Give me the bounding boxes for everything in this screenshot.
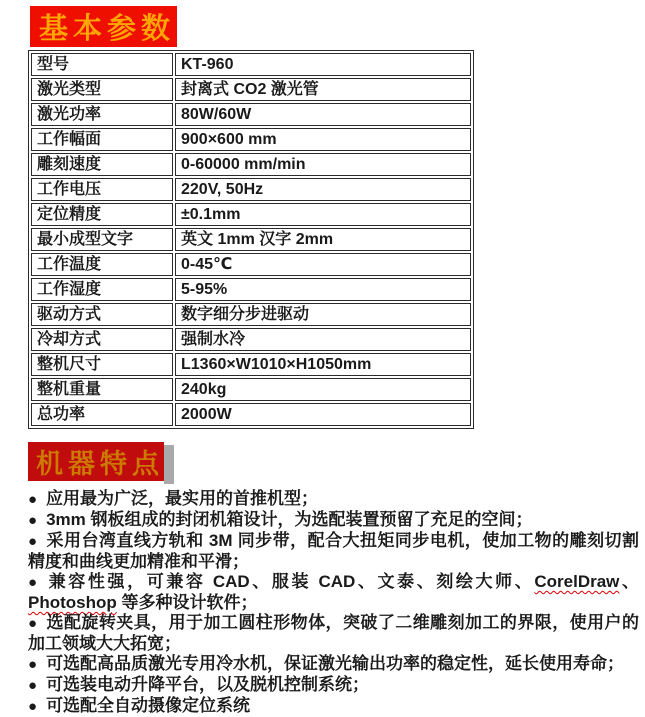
- table-row: [31, 278, 471, 301]
- table-row: [31, 303, 471, 326]
- feature-text: 可选配全自动摄像定位系统: [46, 696, 251, 715]
- bullet-icon: ●: [28, 574, 40, 591]
- spec-value: KT-960: [175, 53, 471, 76]
- spec-value: 220V, 50Hz: [175, 178, 471, 201]
- spec-table: [28, 50, 474, 429]
- table-row: [31, 203, 471, 226]
- features-banner: [28, 442, 164, 481]
- table-row: [31, 128, 471, 151]
- software-name-photoshop: Photoshop: [28, 593, 117, 612]
- spec-value: 英文 1mm 汉字 2mm: [175, 228, 471, 251]
- spec-label: 工作湿度: [31, 278, 173, 301]
- list-item: [28, 696, 639, 717]
- bullet-icon: ●: [28, 677, 38, 694]
- spec-value: 240kg: [175, 378, 471, 401]
- spec-label: 整机重量: [31, 378, 173, 401]
- software-name-coreldraw: CorelDraw: [534, 572, 620, 591]
- spec-value: L1360×W1010×H1050mm: [175, 353, 471, 376]
- feature-text: 应用最为广泛，最实用的首推机型；: [46, 489, 319, 508]
- feature-text: 可选装电动升降平台，以及脱机控制系统；: [46, 675, 370, 694]
- bullet-icon: ●: [28, 698, 38, 715]
- feature-text: 采用台湾直线方轨和 3M 同步带，配合大扭矩同步电机，使加工物的雕刻切割精度和曲线更加精准和平滑；: [28, 531, 639, 571]
- spec-value: 900×600 mm: [175, 128, 471, 151]
- spec-label: 总功率: [31, 403, 173, 426]
- feature-text: 3mm 钢板组成的封闭机箱设计，为选配装置预留了充足的空间；: [46, 510, 533, 529]
- spec-label: 工作幅面: [31, 128, 173, 151]
- table-row: [31, 253, 471, 276]
- feature-text: 兼容性强，可兼容 CAD、服装 CAD、文泰、刻绘大师、: [48, 572, 535, 591]
- spec-value: 0-45℃: [175, 253, 471, 276]
- list-item: [28, 654, 639, 675]
- spec-value: 封离式 CO2 激光管: [175, 78, 471, 101]
- table-row: [31, 103, 471, 126]
- spec-value: 5-95%: [175, 278, 471, 301]
- spec-label: 驱动方式: [31, 303, 173, 326]
- spec-value: 80W/60W: [175, 103, 471, 126]
- table-row: [31, 228, 471, 251]
- features-title: 机器特点: [36, 449, 164, 479]
- spec-label: 激光功率: [31, 103, 173, 126]
- list-item: [28, 531, 639, 572]
- table-row: [31, 78, 471, 101]
- list-item: [28, 489, 639, 510]
- spec-label: 冷却方式: [31, 328, 173, 351]
- spec-label: 激光类型: [31, 78, 173, 101]
- list-item: [28, 613, 639, 654]
- feature-text: 选配旋转夹具，用于加工圆柱形物体，突破了二维雕刻加工的界限，使用户的加工领域大大拓宽；: [28, 613, 639, 653]
- spec-label: 雕刻速度: [31, 153, 173, 176]
- spec-value: 数字细分步进驱动: [175, 303, 471, 326]
- basic-params-title: 基本参数: [39, 13, 176, 45]
- spec-label: 定位精度: [31, 203, 173, 226]
- table-row: [31, 178, 471, 201]
- spec-table-body: [31, 53, 471, 426]
- list-item: [28, 675, 639, 696]
- feature-text: 可选配高品质激光专用冷水机，保证激光输出功率的稳定性，延长使用寿命；: [46, 654, 625, 673]
- bullet-icon: ●: [28, 512, 38, 529]
- spec-label: 整机尺寸: [31, 353, 173, 376]
- bullet-icon: ●: [28, 533, 38, 550]
- spec-label: 工作电压: [31, 178, 173, 201]
- basic-params-banner: [30, 6, 177, 47]
- spec-value: 0-60000 mm/min: [175, 153, 471, 176]
- table-row: [31, 378, 471, 401]
- table-row: [31, 153, 471, 176]
- spec-label: 型号: [31, 53, 173, 76]
- feature-text: 、: [619, 572, 640, 591]
- spec-value: ±0.1mm: [175, 203, 471, 226]
- spec-label: 最小成型文字: [31, 228, 173, 251]
- list-item: [28, 510, 639, 531]
- features-list: [28, 489, 639, 717]
- feature-text: 等多种设计软件；: [116, 593, 258, 612]
- bullet-icon: ●: [28, 491, 38, 508]
- list-item: [28, 572, 639, 613]
- table-row: [31, 53, 471, 76]
- spec-label: 工作温度: [31, 253, 173, 276]
- table-row: [31, 403, 471, 426]
- table-row: [31, 328, 471, 351]
- bullet-icon: ●: [28, 615, 38, 632]
- spec-value: 强制水冷: [175, 328, 471, 351]
- table-row: [31, 353, 471, 376]
- bullet-icon: ●: [28, 656, 38, 673]
- spec-value: 2000W: [175, 403, 471, 426]
